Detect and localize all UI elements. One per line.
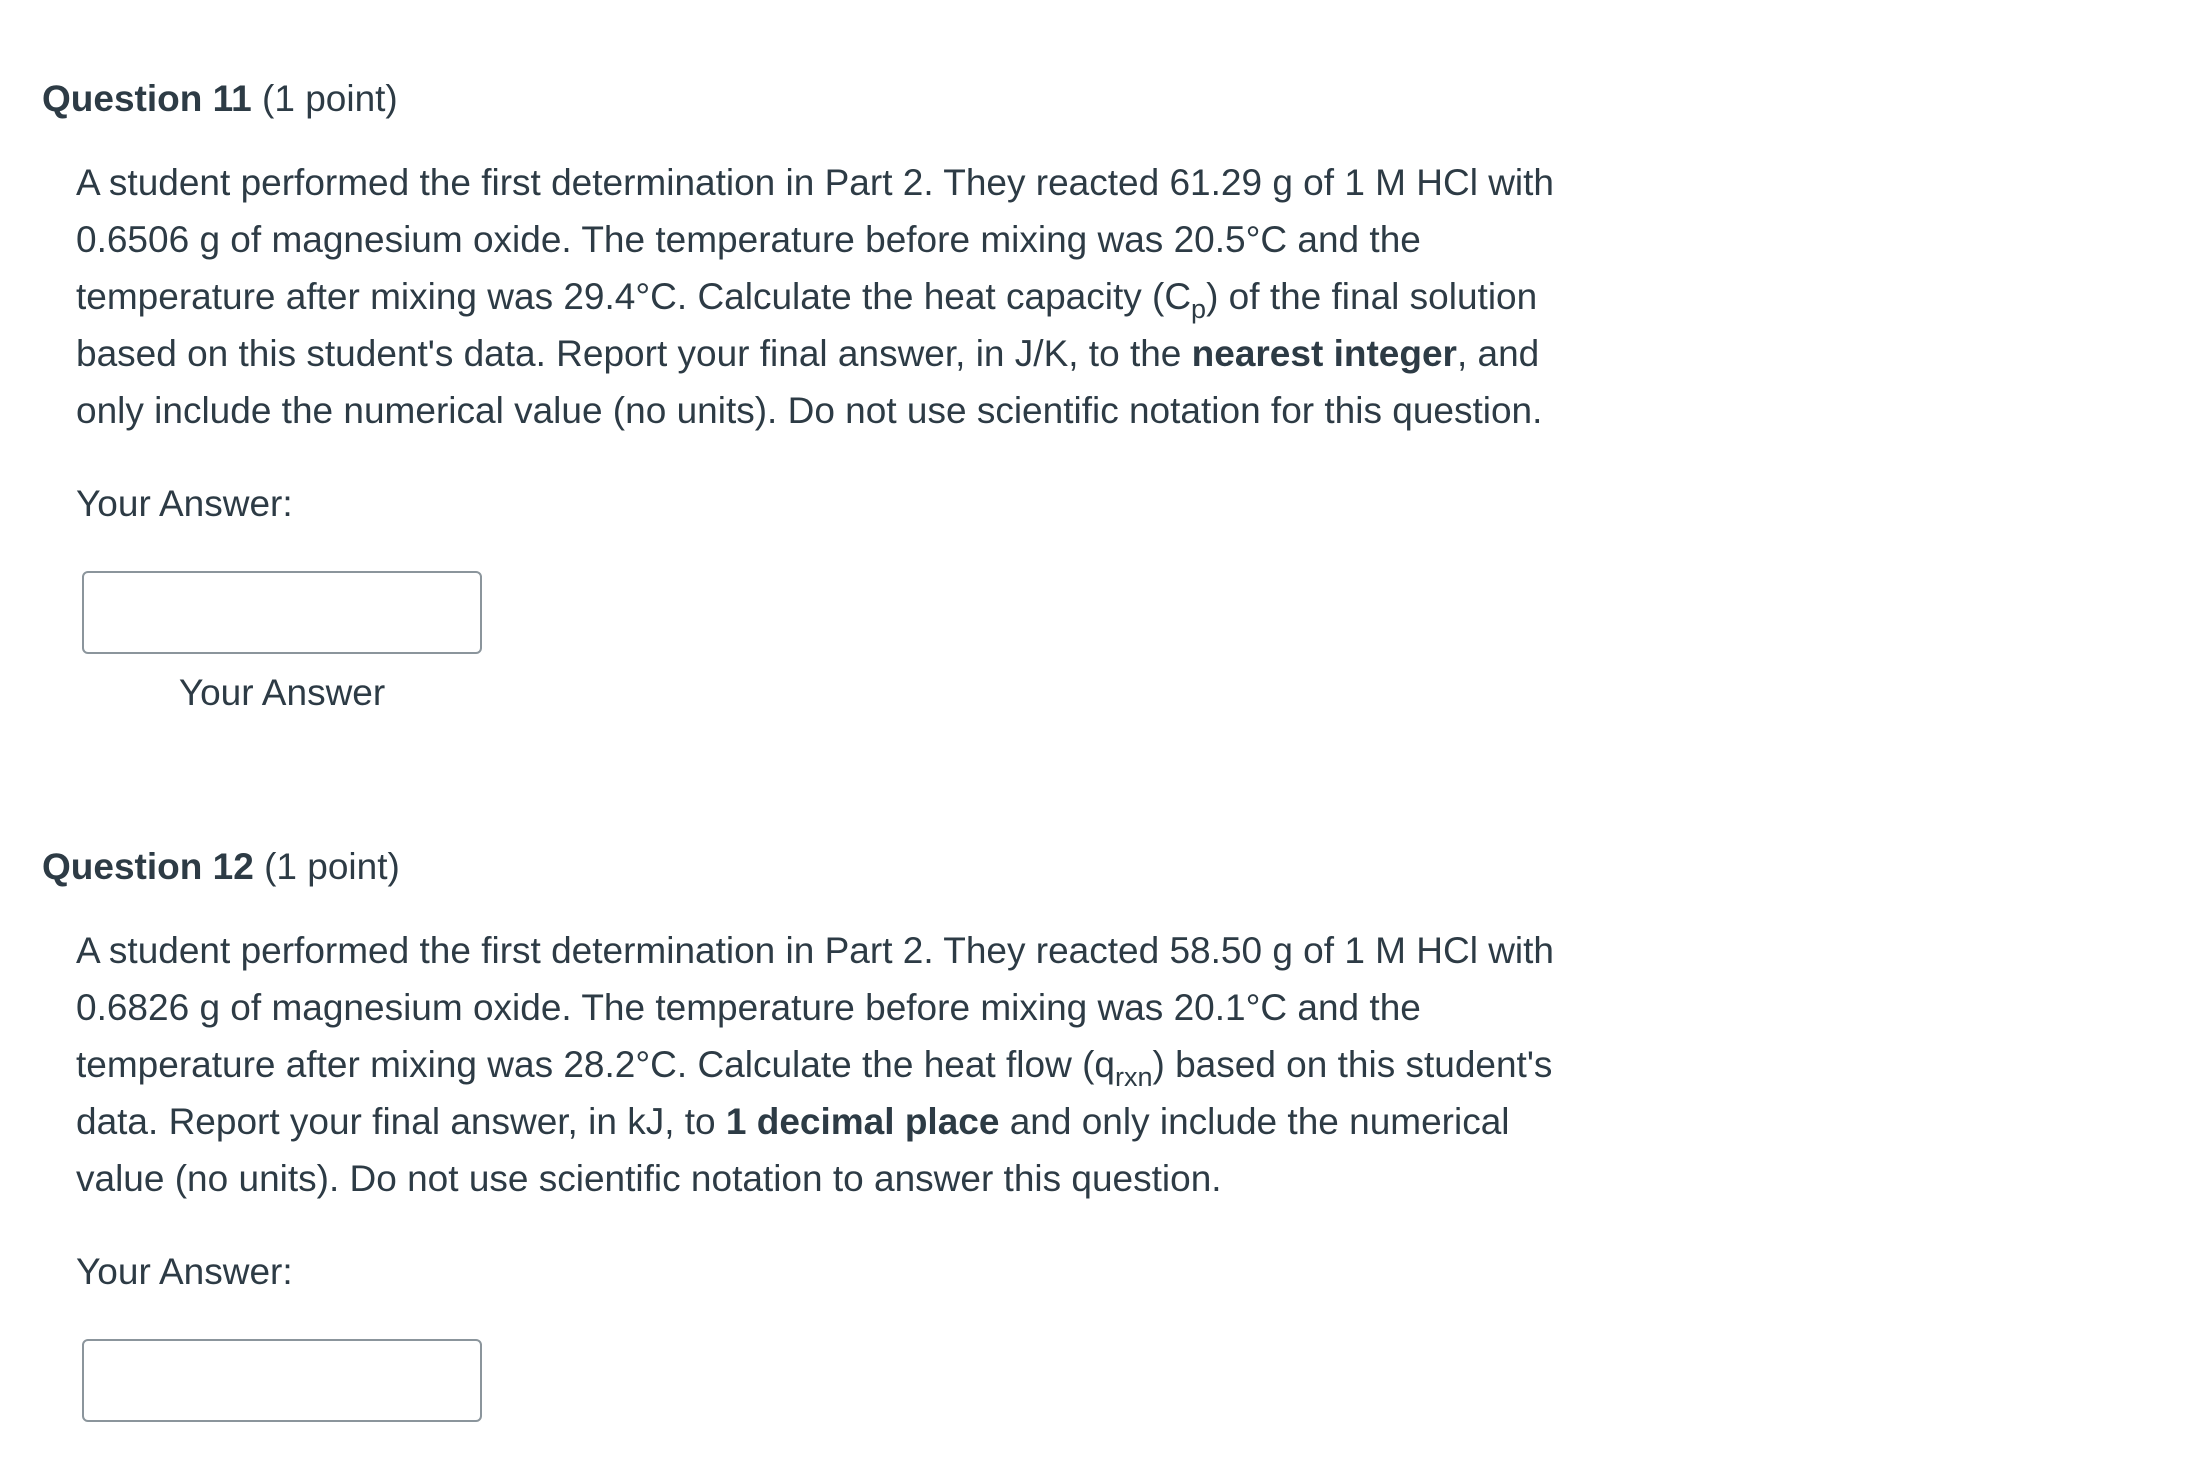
question-text-part: A student performed the first determination in Part 2. They reacted 58.50 g of 1 M HCl with 0.6826 g of magnesium oxide. The temperature before mixing was 20.1°C and the temperature after mixing was 28.2°C. Calculate the heat flow (q bbox=[76, 930, 1555, 1085]
question-title: Question 12 bbox=[42, 846, 254, 887]
question-text-part: A student performed the first determination in Part 2. They reacted 61.29 g of 1 M HCl with 0.6506 g of magnesium oxide. The temperature before mixing was 20.5°C and the temperature after mixing was 29.4°C. Calculate the heat capacity (C bbox=[76, 162, 1555, 317]
question-header bbox=[42, 842, 1642, 892]
question-text bbox=[76, 154, 1576, 439]
question-text-part: , and only include the numerical value (no units). Do not use scientific notation for this question. bbox=[76, 333, 1543, 431]
answer-input[interactable] bbox=[82, 1339, 482, 1422]
question-text-part: ) based on this student's data. Report your final answer, in kJ, to bbox=[76, 1044, 1553, 1142]
question-title: Question 11 bbox=[42, 78, 252, 119]
question-body bbox=[76, 922, 1576, 1422]
emphasis-text: 1 decimal place bbox=[725, 1101, 1000, 1142]
emphasis-text: nearest integer bbox=[1191, 333, 1457, 374]
answer-label: Your Answer: bbox=[76, 483, 293, 524]
answer-label: Your Answer: bbox=[76, 1251, 293, 1292]
question-points: (1 point) bbox=[264, 846, 400, 887]
question-12 bbox=[42, 842, 1642, 1422]
question-11 bbox=[42, 74, 1642, 718]
question-text bbox=[76, 922, 1576, 1207]
question-text-part: and only include the numerical value (no units). Do not use scientific notation to answer this question. bbox=[76, 1101, 1510, 1199]
question-body bbox=[76, 154, 1576, 718]
subscript-text: p bbox=[1191, 294, 1207, 324]
question-points: (1 point) bbox=[262, 78, 398, 119]
question-header bbox=[42, 74, 1642, 124]
subscript-text: rxn bbox=[1114, 1062, 1153, 1092]
answer-input[interactable] bbox=[82, 571, 482, 654]
question-text-part: ) of the final solution based on this student's data. Report your final answer, in J/K, to the bbox=[76, 276, 1538, 374]
answer-caption: Your Answer bbox=[178, 672, 386, 713]
